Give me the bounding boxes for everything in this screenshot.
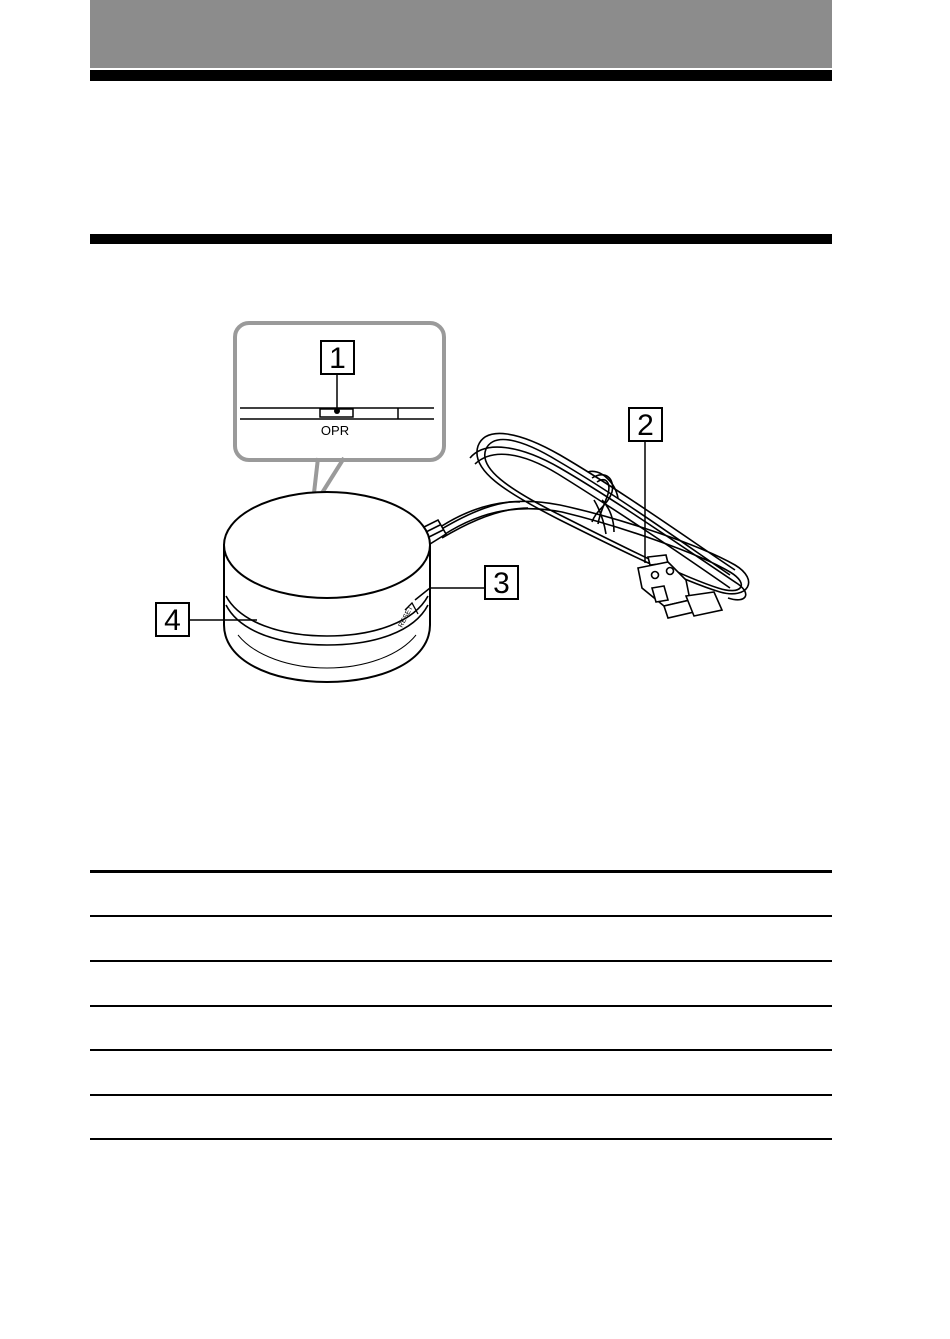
receiver-puck [224, 492, 430, 682]
callout-3-number: 3 [493, 567, 510, 600]
table-rule [90, 960, 832, 962]
table-rule [90, 915, 832, 917]
header-rule [90, 70, 832, 81]
callout-2-number: 2 [637, 409, 654, 442]
inset-pointer-right [322, 458, 344, 493]
callout-1-dot [334, 408, 340, 414]
table-rule-bottom [90, 1138, 832, 1140]
opr-label: OPR [320, 423, 350, 438]
table-rule [90, 1094, 832, 1096]
callout-1-number: 1 [329, 342, 346, 375]
inset-pointer-left [314, 458, 318, 493]
reset-label: RESET [397, 605, 415, 629]
illustration-svg [0, 300, 950, 720]
callout-4-number: 4 [164, 604, 181, 637]
cable-coil [430, 433, 749, 599]
section-rule [90, 234, 832, 244]
product-illustration [0, 300, 950, 720]
header-band [90, 0, 832, 68]
table-rule-top [90, 870, 832, 873]
table-rule [90, 1005, 832, 1007]
table-rule [90, 1049, 832, 1051]
